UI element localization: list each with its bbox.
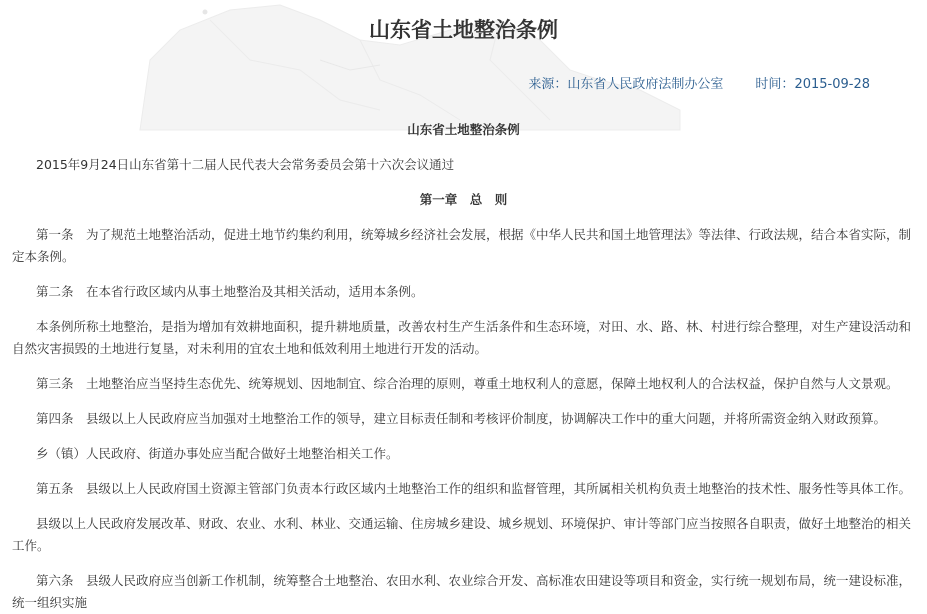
paragraph: 第三条 土地整治应当坚持生态优先、统筹规划、因地制宜、综合治理的原则，尊重土地权利人的意愿，保障土地权利人的合法权益，保护自然与人文景观。 <box>36 376 899 391</box>
time-label: 时间： <box>755 77 795 92</box>
paragraph: 第六条 县级人民政府应当创新工作机制，统筹整合土地整治、农田水利、农业综合开发、高标准农田建设等项目和资金，实行统一规划布局，统一建设标准，统一组织实施 <box>12 573 912 610</box>
paragraph: 第四条 县级以上人民政府应当加强对土地整治工作的领导，建立目标责任制和考核评价制度，协调解决工作中的重大问题，并将所需资金纳入财政预算。 <box>36 411 887 426</box>
paragraph: 本条例所称土地整治，是指为增加有效耕地面积，提升耕地质量，改善农村生产生活条件和生态环境，对田、水、路、林、村进行综合整理，对生产建设活动和自然灾害损毁的土地进行复垦，对未利用的宜农土地和低效利用土地进行开发的活动。 <box>12 319 912 356</box>
article-header <box>0 0 927 112</box>
article-body <box>0 119 927 614</box>
source-label: 来源： <box>528 77 568 92</box>
source-value: 山东省人民政府法制办公室 <box>567 77 724 92</box>
paragraph: 县级以上人民政府发展改革、财政、农业、水利、林业、交通运输、住房城乡建设、城乡规划、环境保护、审计等部门应当按照各自职责，做好土地整治的相关工作。 <box>12 516 912 553</box>
paragraph: 第五条 县级以上人民政府国土资源主管部门负责本行政区域内土地整治工作的组织和监督管理，其所属相关机构负责土地整治的技术性、服务性等具体工作。 <box>36 481 912 496</box>
paragraph: 第二条 在本省行政区域内从事土地整治及其相关活动，适用本条例。 <box>36 284 424 299</box>
passed-note: 2015年9月24日山东省第十二届人民代表大会常务委员会第十六次会议通过 <box>36 157 455 172</box>
time-value: 2015-09-28 <box>794 77 870 92</box>
article-meta <box>528 76 870 94</box>
paragraph: 乡（镇）人民政府、街道办事处应当配合做好土地整治相关工作。 <box>36 446 399 461</box>
page-title: 山东省土地整治条例 <box>369 18 558 42</box>
chapter-heading: 第一章 总 则 <box>419 192 508 207</box>
doc-title: 山东省土地整治条例 <box>407 122 520 137</box>
paragraph: 第一条 为了规范土地整治活动，促进土地节约集约利用，统筹城乡经济社会发展，根据《中华人民共和国土地管理法》等法律、行政法规，结合本省实际，制定本条例。 <box>12 227 912 264</box>
